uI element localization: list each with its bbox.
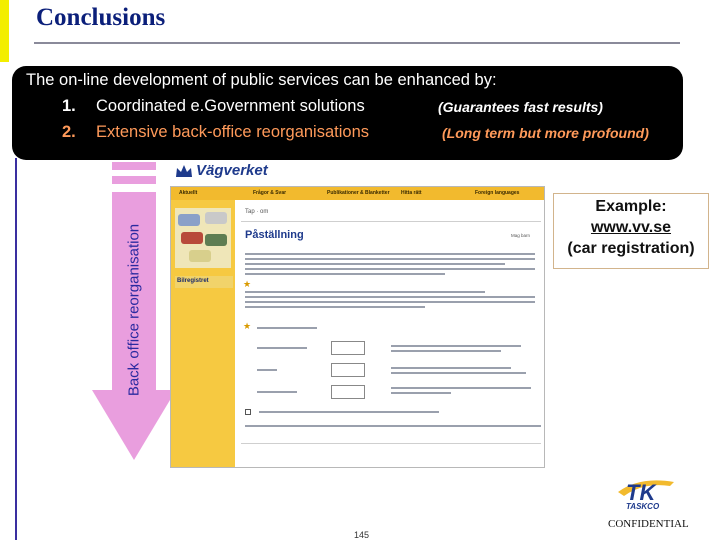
- website-divider: [241, 221, 541, 222]
- crown-icon: [175, 164, 193, 178]
- text-line: [257, 347, 307, 349]
- website-divider: [241, 443, 541, 444]
- car-icon: [181, 232, 203, 244]
- star-icon: ★: [243, 321, 252, 331]
- title-accent-bar: [0, 0, 9, 62]
- example-callout: [553, 193, 709, 269]
- website-nav: [171, 187, 545, 200]
- website-nav-item: Publikationer & Blanketter: [327, 190, 390, 196]
- text-line: [257, 327, 317, 329]
- car-icon: [178, 214, 200, 226]
- car-icon: [205, 212, 227, 224]
- text-line: [245, 301, 535, 303]
- car-icon: [189, 250, 211, 262]
- summary-item-number: 2.: [62, 123, 76, 141]
- summary-item-note: (Guarantees fast results): [438, 99, 603, 115]
- summary-item-note: (Long term but more profound): [442, 125, 649, 141]
- form-checkbox[interactable]: [245, 409, 251, 415]
- text-line: [245, 291, 485, 293]
- text-line: [245, 425, 541, 427]
- website-nav-item: Aktuellt: [179, 190, 198, 196]
- example-url-link[interactable]: www.vv.se: [590, 219, 672, 236]
- text-line: [245, 253, 535, 255]
- text-line: [257, 391, 297, 393]
- website-nav-item: Foreign languages: [475, 190, 520, 196]
- text-line: [245, 268, 535, 270]
- car-photo: [175, 208, 231, 268]
- star-icon: ★: [243, 279, 252, 289]
- summary-item-number: 1.: [62, 97, 76, 115]
- text-line: [391, 350, 501, 352]
- website-sidebar: [171, 200, 235, 468]
- text-line: [259, 411, 439, 413]
- example-label: Example:: [595, 198, 667, 215]
- website-nav-item: Frågor & Svar: [253, 190, 287, 196]
- summary-item-2: [62, 123, 369, 142]
- website-screenshot: [170, 186, 545, 468]
- text-line: [257, 369, 277, 371]
- form-input[interactable]: [331, 341, 365, 355]
- summary-item-text: Extensive back-office reorganisations: [96, 123, 370, 141]
- summary-item-text: Coordinated e.Government solutions: [96, 97, 365, 115]
- slide-title: Conclusions: [36, 4, 166, 31]
- summary-box: [12, 66, 683, 160]
- confidential-label: CONFIDENTIAL: [608, 518, 689, 530]
- text-line: [391, 345, 521, 347]
- summary-intro: The on-line development of public services can be enhanced by:: [26, 71, 497, 89]
- text-line: [391, 392, 451, 394]
- left-margin-line: [15, 158, 17, 540]
- website-nav-item: Hitta rätt: [401, 190, 422, 196]
- car-icon: [205, 234, 227, 246]
- text-line: [245, 263, 505, 265]
- arrow-label: Back office reorganisation: [125, 223, 143, 397]
- website-heading: Påställning: [245, 229, 304, 241]
- website-breadcrumb: Tap · om: [245, 209, 269, 215]
- form-input[interactable]: [331, 385, 365, 399]
- example-caption: (car registration): [567, 240, 695, 257]
- text-line: [245, 306, 425, 308]
- svg-text:TK: TK: [626, 480, 656, 505]
- website-logo-row: [170, 160, 545, 184]
- text-line: [245, 258, 535, 260]
- text-line: [391, 387, 531, 389]
- title-divider: [34, 42, 680, 44]
- text-line: [391, 367, 511, 369]
- text-line: [245, 296, 535, 298]
- form-input[interactable]: [331, 363, 365, 377]
- text-line: [391, 372, 526, 374]
- website-sidebar-label: Bilregistret: [175, 276, 233, 288]
- text-line: [245, 273, 445, 275]
- tk-logo-icon: [610, 470, 682, 520]
- website-logo: Vägverket: [196, 162, 268, 179]
- page-number: 145: [354, 530, 370, 540]
- company-name: TASKCO: [626, 502, 660, 511]
- website-more-link: Mag barn: [511, 233, 531, 238]
- summary-item-1: [62, 97, 365, 116]
